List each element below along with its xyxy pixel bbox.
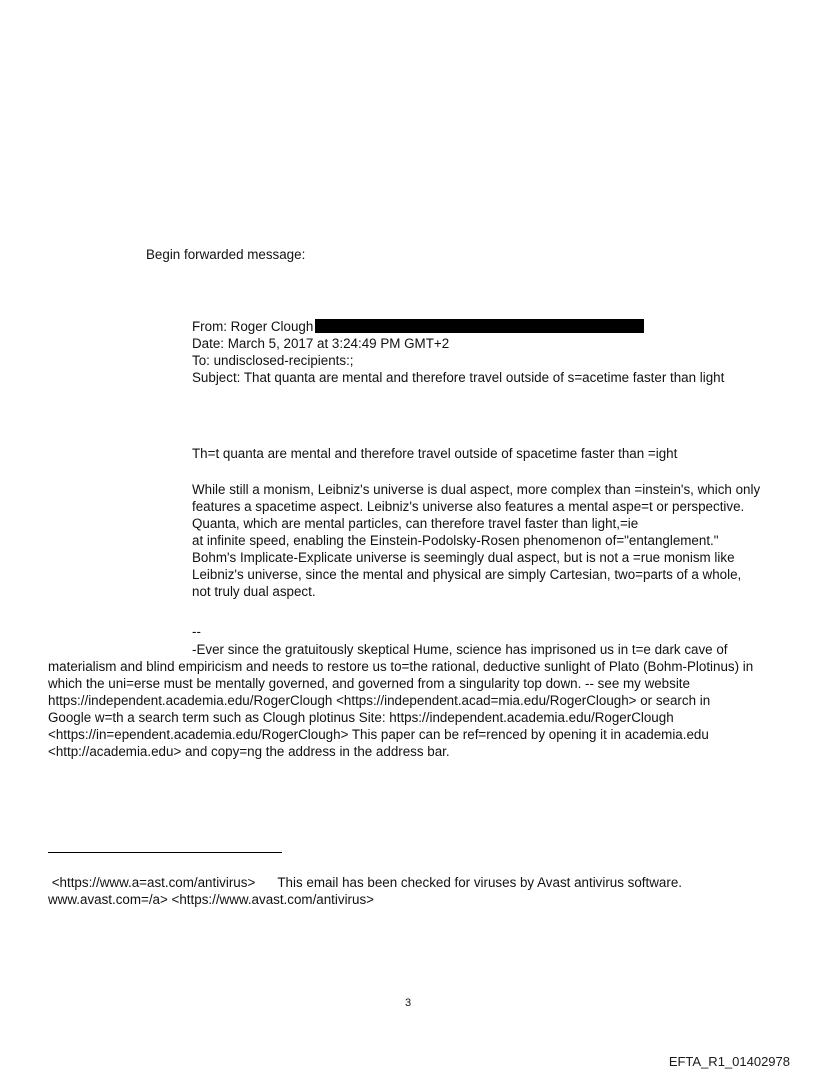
subject-line: Subject: That quanta are mental and therefore travel outside of s=acetime faster than light [192, 370, 725, 385]
from-text: From: Roger Clough [192, 319, 314, 334]
signature-block [48, 641, 753, 760]
footer-divider [48, 852, 282, 853]
body-line: not truly dual aspect. [192, 584, 316, 599]
signature-line: materialism and blind empiricism and needs to restore us to=the rational, deductive sunlight of Plato (Bohm-Plotinus) in [48, 659, 754, 674]
body-line: at infinite speed, enabling the Einstein-Podolsky-Rosen phenomenon of="entanglement." [192, 533, 719, 548]
signature-line: which the uni=erse must be mentally governed, and governed from a singularity top down. -- see my website [48, 676, 690, 691]
signature-line: <http://academia.edu> and copy=ng the address in the address bar. [48, 744, 450, 759]
signature-line: Google w=th a search term such as Clough plotinus Site: https://independent.academia.edu/RogerClough [48, 710, 674, 725]
to-line: To: undisclosed-recipients:; [192, 353, 354, 368]
redaction-bar [315, 319, 644, 333]
body-line: Bohm's Implicate-Explicate universe is seemingly dual aspect, but is not a =rue monism like [192, 550, 735, 565]
from-line [192, 318, 724, 335]
signature-line: -Ever since the gratuitously skeptical Hume, science has imprisoned us in t=e dark cave of [192, 642, 728, 657]
body-line: While still a monism, Leibniz's universe is dual aspect, more complex than =instein's, which only [192, 482, 761, 497]
body-line: features a spacetime aspect. Leibniz's universe also features a mental aspe=t or perspective. [192, 499, 745, 514]
email-header [192, 318, 724, 386]
body-title: Th=t quanta are mental and therefore travel outside of spacetime faster than =ight [192, 446, 678, 461]
body-line: Quanta, which are mental particles, can therefore travel faster than light,=ie [192, 516, 639, 531]
avast-notice [48, 874, 682, 908]
document-id: EFTA_R1_01402978 [668, 1054, 790, 1069]
avast-line: www.avast.com=/a> <https://www.avast.com/antivirus> [48, 892, 374, 907]
signature-line: <https://in=ependent.academia.edu/RogerClough> This paper can be ref=renced by opening it in academia.edu [48, 727, 709, 742]
body-paragraph [192, 481, 760, 600]
forwarded-message-label: Begin forwarded message: [146, 247, 306, 262]
body-line: Leibniz's universe, since the mental and physical are simply Cartesian, two=parts of a whole, [192, 567, 742, 582]
signature-separator: -- [192, 624, 201, 639]
page-number: 3 [404, 997, 412, 1009]
signature-line: https://independent.academia.edu/RogerClough <https://independent.acad=mia.edu/RogerClough> or search in [48, 693, 711, 708]
date-line: Date: March 5, 2017 at 3:24:49 PM GMT+2 [192, 336, 450, 351]
avast-line: <https://www.a=ast.com/antivirus> This email has been checked for viruses by Avast antivirus software. [48, 875, 682, 890]
